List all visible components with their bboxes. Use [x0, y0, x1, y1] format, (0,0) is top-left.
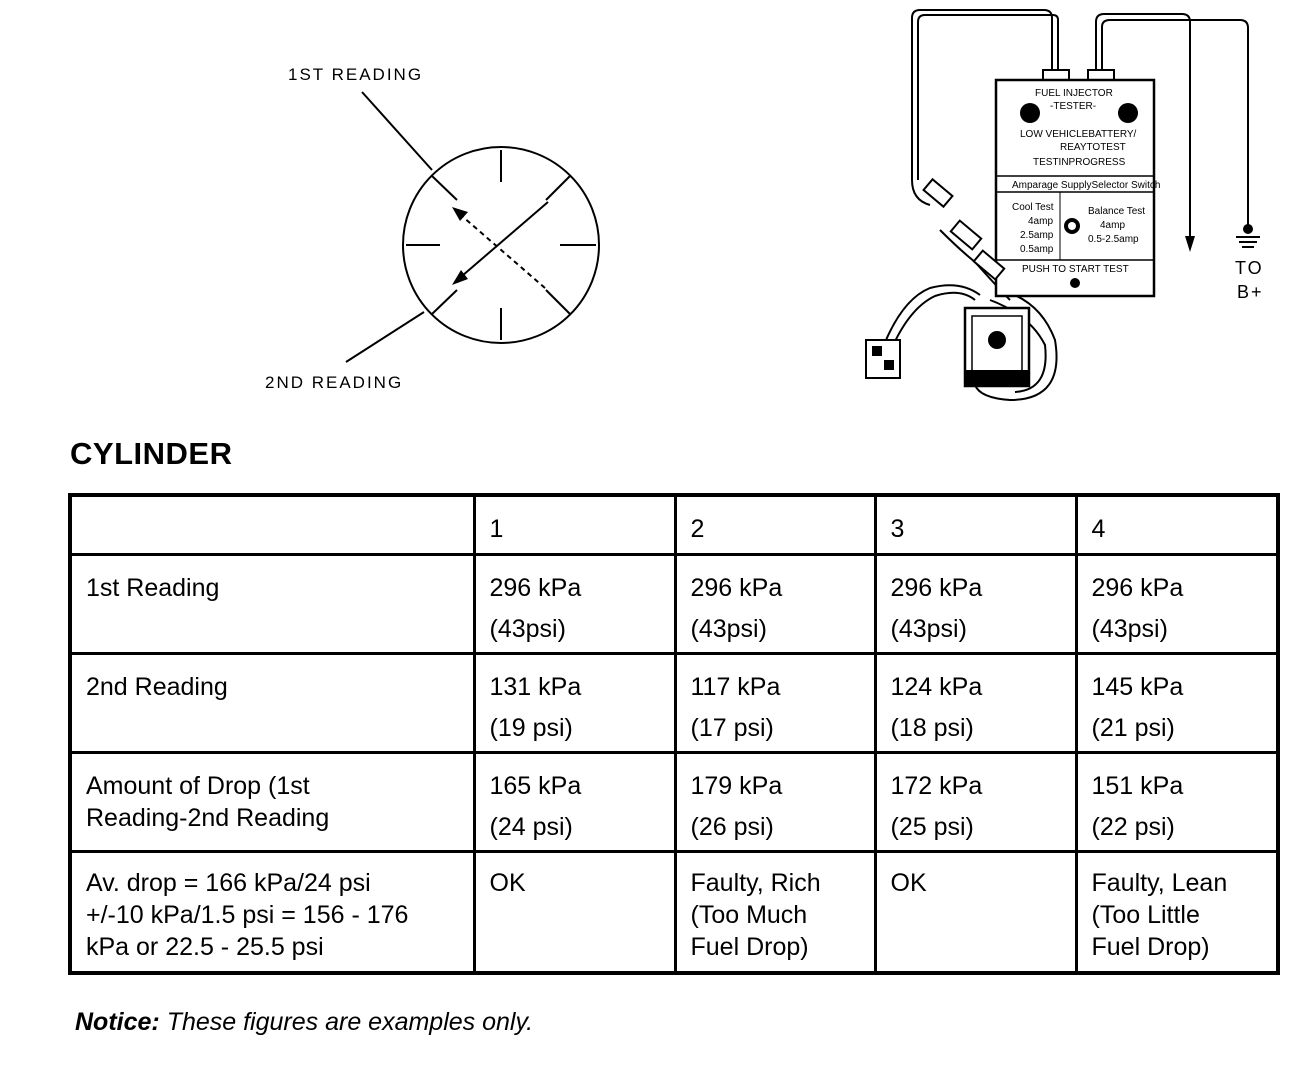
- table-cell: 296 kPa (43psi): [875, 555, 1076, 654]
- second-reading-needle: [455, 202, 548, 282]
- table-cell: 131 kPa (19 psi): [474, 654, 675, 753]
- row-label: Av. drop = 166 kPa/24 psi +/-10 kPa/1.5 psi = 156 - 176 kPa or 22.5 - 25.5 psi: [70, 852, 474, 974]
- table-cell: 296 kPa (43psi): [474, 555, 675, 654]
- header-cell: 4: [1076, 495, 1278, 555]
- table-header-row: [70, 495, 1278, 555]
- table-cell: 145 kPa (21 psi): [1076, 654, 1278, 753]
- diagram: [0, 0, 1312, 430]
- header-cell: [70, 495, 474, 555]
- table-cell: Faulty, Rich (Too Much Fuel Drop): [675, 852, 875, 974]
- row-label: Amount of Drop (1st Reading-2nd Reading: [70, 753, 474, 852]
- header-cell: 1: [474, 495, 675, 555]
- table-heading: CYLINDER: [70, 436, 233, 471]
- needle-arrowhead: [452, 207, 468, 221]
- tester-connector: [1088, 70, 1114, 80]
- first-reading-needle: [455, 210, 545, 288]
- pressure-gauge: [346, 92, 599, 362]
- table-row: [70, 852, 1278, 974]
- cylinder-balance-table: [68, 493, 1280, 975]
- tester-status: TESTINPROGRESS: [1033, 157, 1126, 168]
- table-cell: 117 kPa (17 psi): [675, 654, 875, 753]
- injector-connector: [866, 340, 900, 378]
- notice-text: These figures are examples only.: [166, 1008, 534, 1036]
- table-row: [70, 654, 1278, 753]
- table-row: [70, 753, 1278, 852]
- gauge-tick: [546, 176, 570, 200]
- push-to-start-label: PUSH TO START TEST: [1022, 264, 1129, 275]
- battery-label: B+: [1237, 282, 1264, 302]
- table-cell: Faulty, Lean (Too Little Fuel Drop): [1076, 852, 1278, 974]
- indicator-light: [1118, 103, 1138, 123]
- balance-test-option: 0.5-2.5amp: [1088, 234, 1139, 245]
- tester-status: LOW VEHICLEBATTERY/: [1020, 129, 1137, 140]
- header-cell: 2: [675, 495, 875, 555]
- gauge-tick: [432, 290, 457, 314]
- table-cell: 172 kPa (25 psi): [875, 753, 1076, 852]
- start-test-button: [1070, 278, 1080, 288]
- tester-subtitle: -TESTER-: [1050, 101, 1097, 112]
- fuel-injector-tester: [866, 10, 1264, 400]
- row-label: 1st Reading: [70, 555, 474, 654]
- gauge-tick: [546, 290, 570, 314]
- table-cell: OK: [474, 852, 675, 974]
- tester-title: FUEL INJECTOR: [1035, 88, 1113, 99]
- lead-arrowhead: [1185, 236, 1195, 252]
- balance-test-option: 4amp: [1100, 220, 1126, 231]
- table-cell: 296 kPa (43psi): [675, 555, 875, 654]
- notice-label: Notice:: [75, 1008, 160, 1036]
- header-cell: 3: [875, 495, 1076, 555]
- notice: [75, 1008, 533, 1037]
- cool-test-option: 2.5amp: [1020, 230, 1054, 241]
- table-cell: 151 kPa (22 psi): [1076, 753, 1278, 852]
- cool-test-option: 4amp: [1028, 216, 1054, 227]
- first-reading-leader: [362, 92, 432, 170]
- tester-connector: [1043, 70, 1069, 80]
- second-reading-leader: [346, 312, 424, 362]
- second-reading-label: 2ND READING: [265, 373, 404, 392]
- table-cell: 165 kPa (24 psi): [474, 753, 675, 852]
- table-row: [70, 555, 1278, 654]
- tester-status: REAYTOTEST: [1060, 142, 1126, 153]
- harness-plug: [924, 179, 953, 206]
- table-cell: 124 kPa (18 psi): [875, 654, 1076, 753]
- table-cell: OK: [875, 852, 1076, 974]
- to-label: TO: [1235, 258, 1264, 278]
- cool-test-title: Cool Test: [1012, 202, 1054, 213]
- row-label: 2nd Reading: [70, 654, 474, 753]
- table-cell: 179 kPa (26 psi): [675, 753, 875, 852]
- table-cell: 296 kPa (43psi): [1076, 555, 1278, 654]
- battery-clip: [1243, 224, 1253, 234]
- first-reading-label: 1ST READING: [288, 65, 424, 84]
- selector-label: Amparage SupplySelector Switch: [1012, 180, 1161, 191]
- indicator-light: [1020, 103, 1040, 123]
- balance-test-title: Balance Test: [1088, 206, 1146, 217]
- cool-test-option: 0.5amp: [1020, 244, 1054, 255]
- padlock-icon: [988, 331, 1006, 349]
- gauge-tick: [432, 176, 457, 200]
